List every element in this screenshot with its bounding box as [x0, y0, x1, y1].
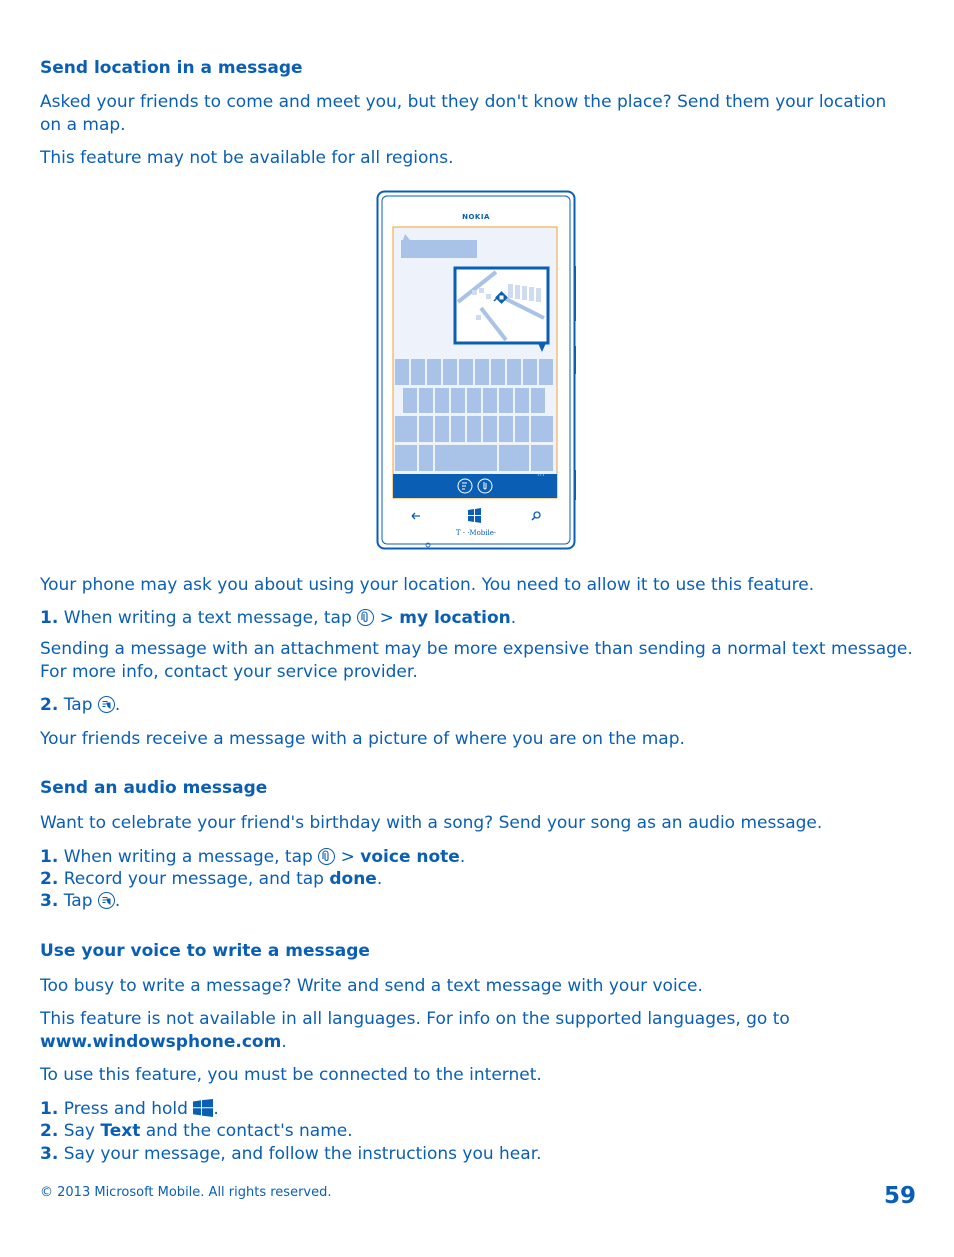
step-1-location: 1. When writing a text message, tap > my location. [40, 608, 517, 628]
attach-icon [318, 848, 335, 865]
step-number: 2. [40, 869, 59, 889]
paragraph-language-link-line: www.windowsphone.com. [40, 1032, 287, 1052]
paragraph-language-note: This feature is not available in all languages. For info on the supported languages, go to [40, 1009, 790, 1029]
send-icon [98, 892, 115, 909]
separator: > [379, 608, 394, 628]
step-number: 1. [40, 847, 59, 867]
step-number: 3. [40, 1144, 59, 1164]
page-number: 59 [884, 1183, 917, 1209]
copyright-footer: © 2013 Microsoft Mobile. All rights reserved. [40, 1185, 332, 1200]
step-text: Tap [63, 891, 93, 911]
step-text: When writing a text message, tap [63, 608, 352, 628]
paragraph-permission: Your phone may ask you about using your location. You need to allow it to use this feature. [40, 575, 815, 595]
paragraph-audio-intro: Want to celebrate your friend's birthday with a song? Send your song as an audio message. [40, 813, 823, 833]
paragraph-voice-intro: Too busy to write a message? Write and send a text message with your voice. [40, 976, 703, 996]
separator: > [340, 847, 355, 867]
step-3-voice [40, 1143, 542, 1166]
menu-option-voice-note: voice note [360, 847, 460, 867]
phone-brand-logo: NOKIA [462, 213, 490, 221]
step-text: Say your message, and follow the instructions you hear. [63, 1144, 542, 1164]
paragraph-cost-warning: Sending a message with an attachment may be more expensive than sending a normal text message. [40, 639, 913, 659]
step-3-audio: 3. Tap . [40, 891, 121, 911]
more-options-dots: ··· [537, 471, 545, 480]
step-2-location: 2. Tap . [40, 695, 121, 715]
step-number: 1. [40, 608, 59, 628]
attach-icon [357, 609, 374, 626]
step-text-rest: and the contact's name. [145, 1121, 353, 1141]
step-number: 1. [40, 1099, 59, 1119]
menu-option-my-location: my location [399, 608, 511, 628]
send-icon [98, 696, 115, 713]
step-2-audio: 2. Record your message, and tap done. [40, 869, 383, 889]
step-text: Tap [63, 695, 93, 715]
step-1-voice: 1. Press and hold . [40, 1099, 219, 1119]
step-text: Record your message, and tap [63, 869, 324, 889]
step-number: 2. [40, 695, 59, 715]
step-1-audio: 1. When writing a message, tap > voice note. [40, 847, 466, 867]
paragraph-cost-warning-cont: For more info, contact your service provider. [40, 662, 418, 682]
step-text: When writing a message, tap [63, 847, 313, 867]
paragraph-intro-location-cont: on a map. [40, 115, 126, 135]
windows-key-icon [193, 1099, 213, 1117]
heading-audio-message: Send an audio message [40, 778, 268, 798]
phone-carrier-logo: T · ·Mobile· [455, 529, 497, 537]
step-number: 2. [40, 1121, 59, 1141]
step-text: Say [63, 1121, 95, 1141]
heading-send-location: Send location in a message [40, 58, 303, 78]
link-windowsphone[interactable]: www.windowsphone.com [40, 1032, 282, 1052]
phone-illustration [376, 190, 576, 552]
paragraph-internet-note: To use this feature, you must be connected to the internet. [40, 1065, 542, 1085]
step-number: 3. [40, 891, 59, 911]
step-2-voice [40, 1120, 353, 1143]
paragraph-intro-location: Asked your friends to come and meet you, but they don't know the place? Send them your location [40, 92, 887, 112]
step-text: Press and hold [63, 1099, 188, 1119]
heading-voice-write: Use your voice to write a message [40, 941, 370, 961]
paragraph-region-note: This feature may not be available for all regions. [40, 148, 454, 168]
paragraph-result: Your friends receive a message with a picture of where you are on the map. [40, 729, 685, 749]
menu-option-done: done [329, 869, 377, 889]
command-text: Text [100, 1121, 141, 1141]
